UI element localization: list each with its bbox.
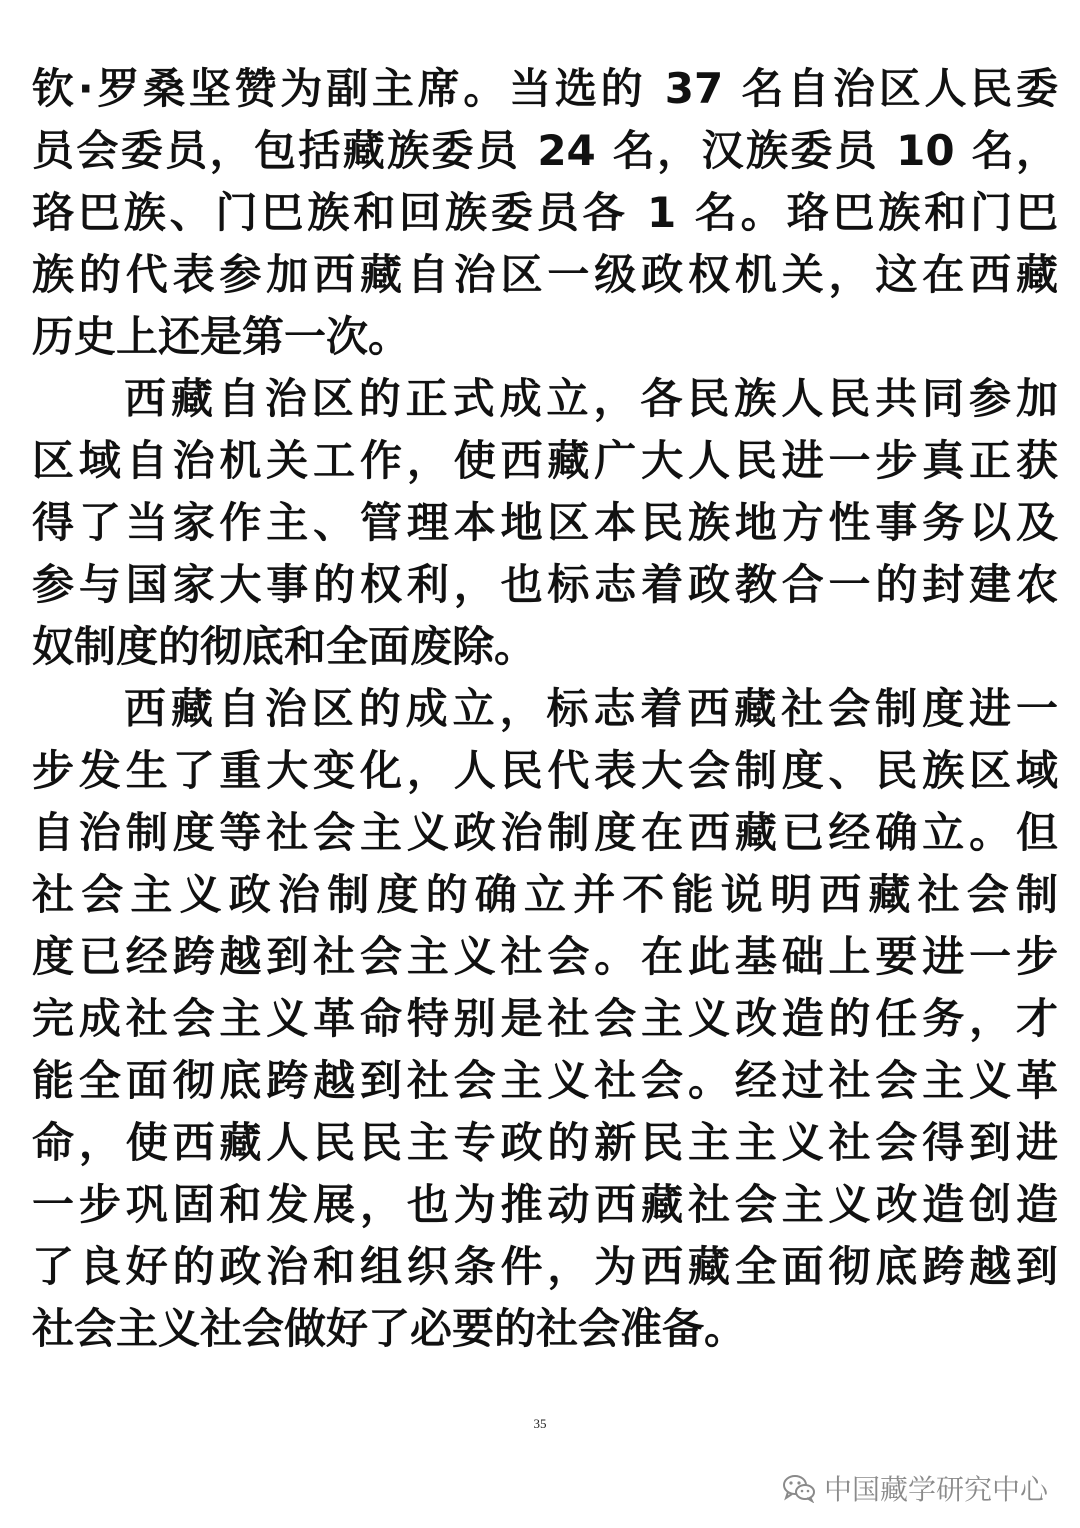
text-line: 步发生了重大变化，人民代表大会制度、民族区域	[32, 746, 1058, 795]
paragraph-first-line: 西藏自治区的正式成立，各民族人民共同参加	[124, 374, 1058, 423]
text-line: 社会主义社会做好了必要的社会准备。	[32, 1304, 747, 1353]
page-number: 35	[533, 1416, 547, 1431]
text-line: 钦·罗桑坚赞为副主席。当选的 37 名自治区人民委	[32, 64, 1058, 113]
text-line: 得了当家作主、管理本地区本民族地方性事务以及	[32, 498, 1058, 547]
wechat-icon	[782, 1473, 816, 1503]
text-line: 珞巴族、门巴族和回族委员各 1 名。珞巴族和门巴	[32, 188, 1058, 237]
text-line: 能全面彻底跨越到社会主义社会。经过社会主义革	[32, 1056, 1058, 1105]
text-line: 完成社会主义革命特别是社会主义改造的任务，才	[32, 994, 1058, 1043]
text-line: 族的代表参加西藏自治区一级政权机关，这在西藏	[32, 250, 1058, 299]
text-line: 度已经跨越到社会主义社会。在此基础上要进一步	[32, 932, 1058, 981]
text-line: 参与国家大事的权利，也标志着政教合一的封建农	[32, 560, 1058, 609]
paragraph-first-line: 西藏自治区的成立，标志着西藏社会制度进一	[124, 684, 1058, 733]
text-line: 历史上还是第一次。	[32, 312, 411, 361]
text-line: 命，使西藏人民民主专政的新民主主义社会得到进	[32, 1118, 1058, 1167]
text-line: 一步巩固和发展，也为推动西藏社会主义改造创造	[32, 1180, 1058, 1229]
text-line: 员会委员，包括藏族委员 24 名，汉族委员 10 名，	[32, 126, 1058, 175]
body-text	[32, 58, 1058, 1360]
watermark-text: 中国藏学研究中心	[823, 1473, 1048, 1506]
text-line: 了良好的政治和组织条件，为西藏全面彻底跨越到	[32, 1242, 1058, 1291]
text-line: 区域自治机关工作，使西藏广大人民进一步真正获	[32, 436, 1058, 485]
watermark	[782, 1468, 1048, 1508]
text-line: 社会主义政治制度的确立并不能说明西藏社会制	[32, 870, 1058, 919]
text-line: 自治制度等社会主义政治制度在西藏已经确立。但	[32, 808, 1058, 857]
text-line: 奴制度的彻底和全面废除。	[32, 622, 537, 671]
